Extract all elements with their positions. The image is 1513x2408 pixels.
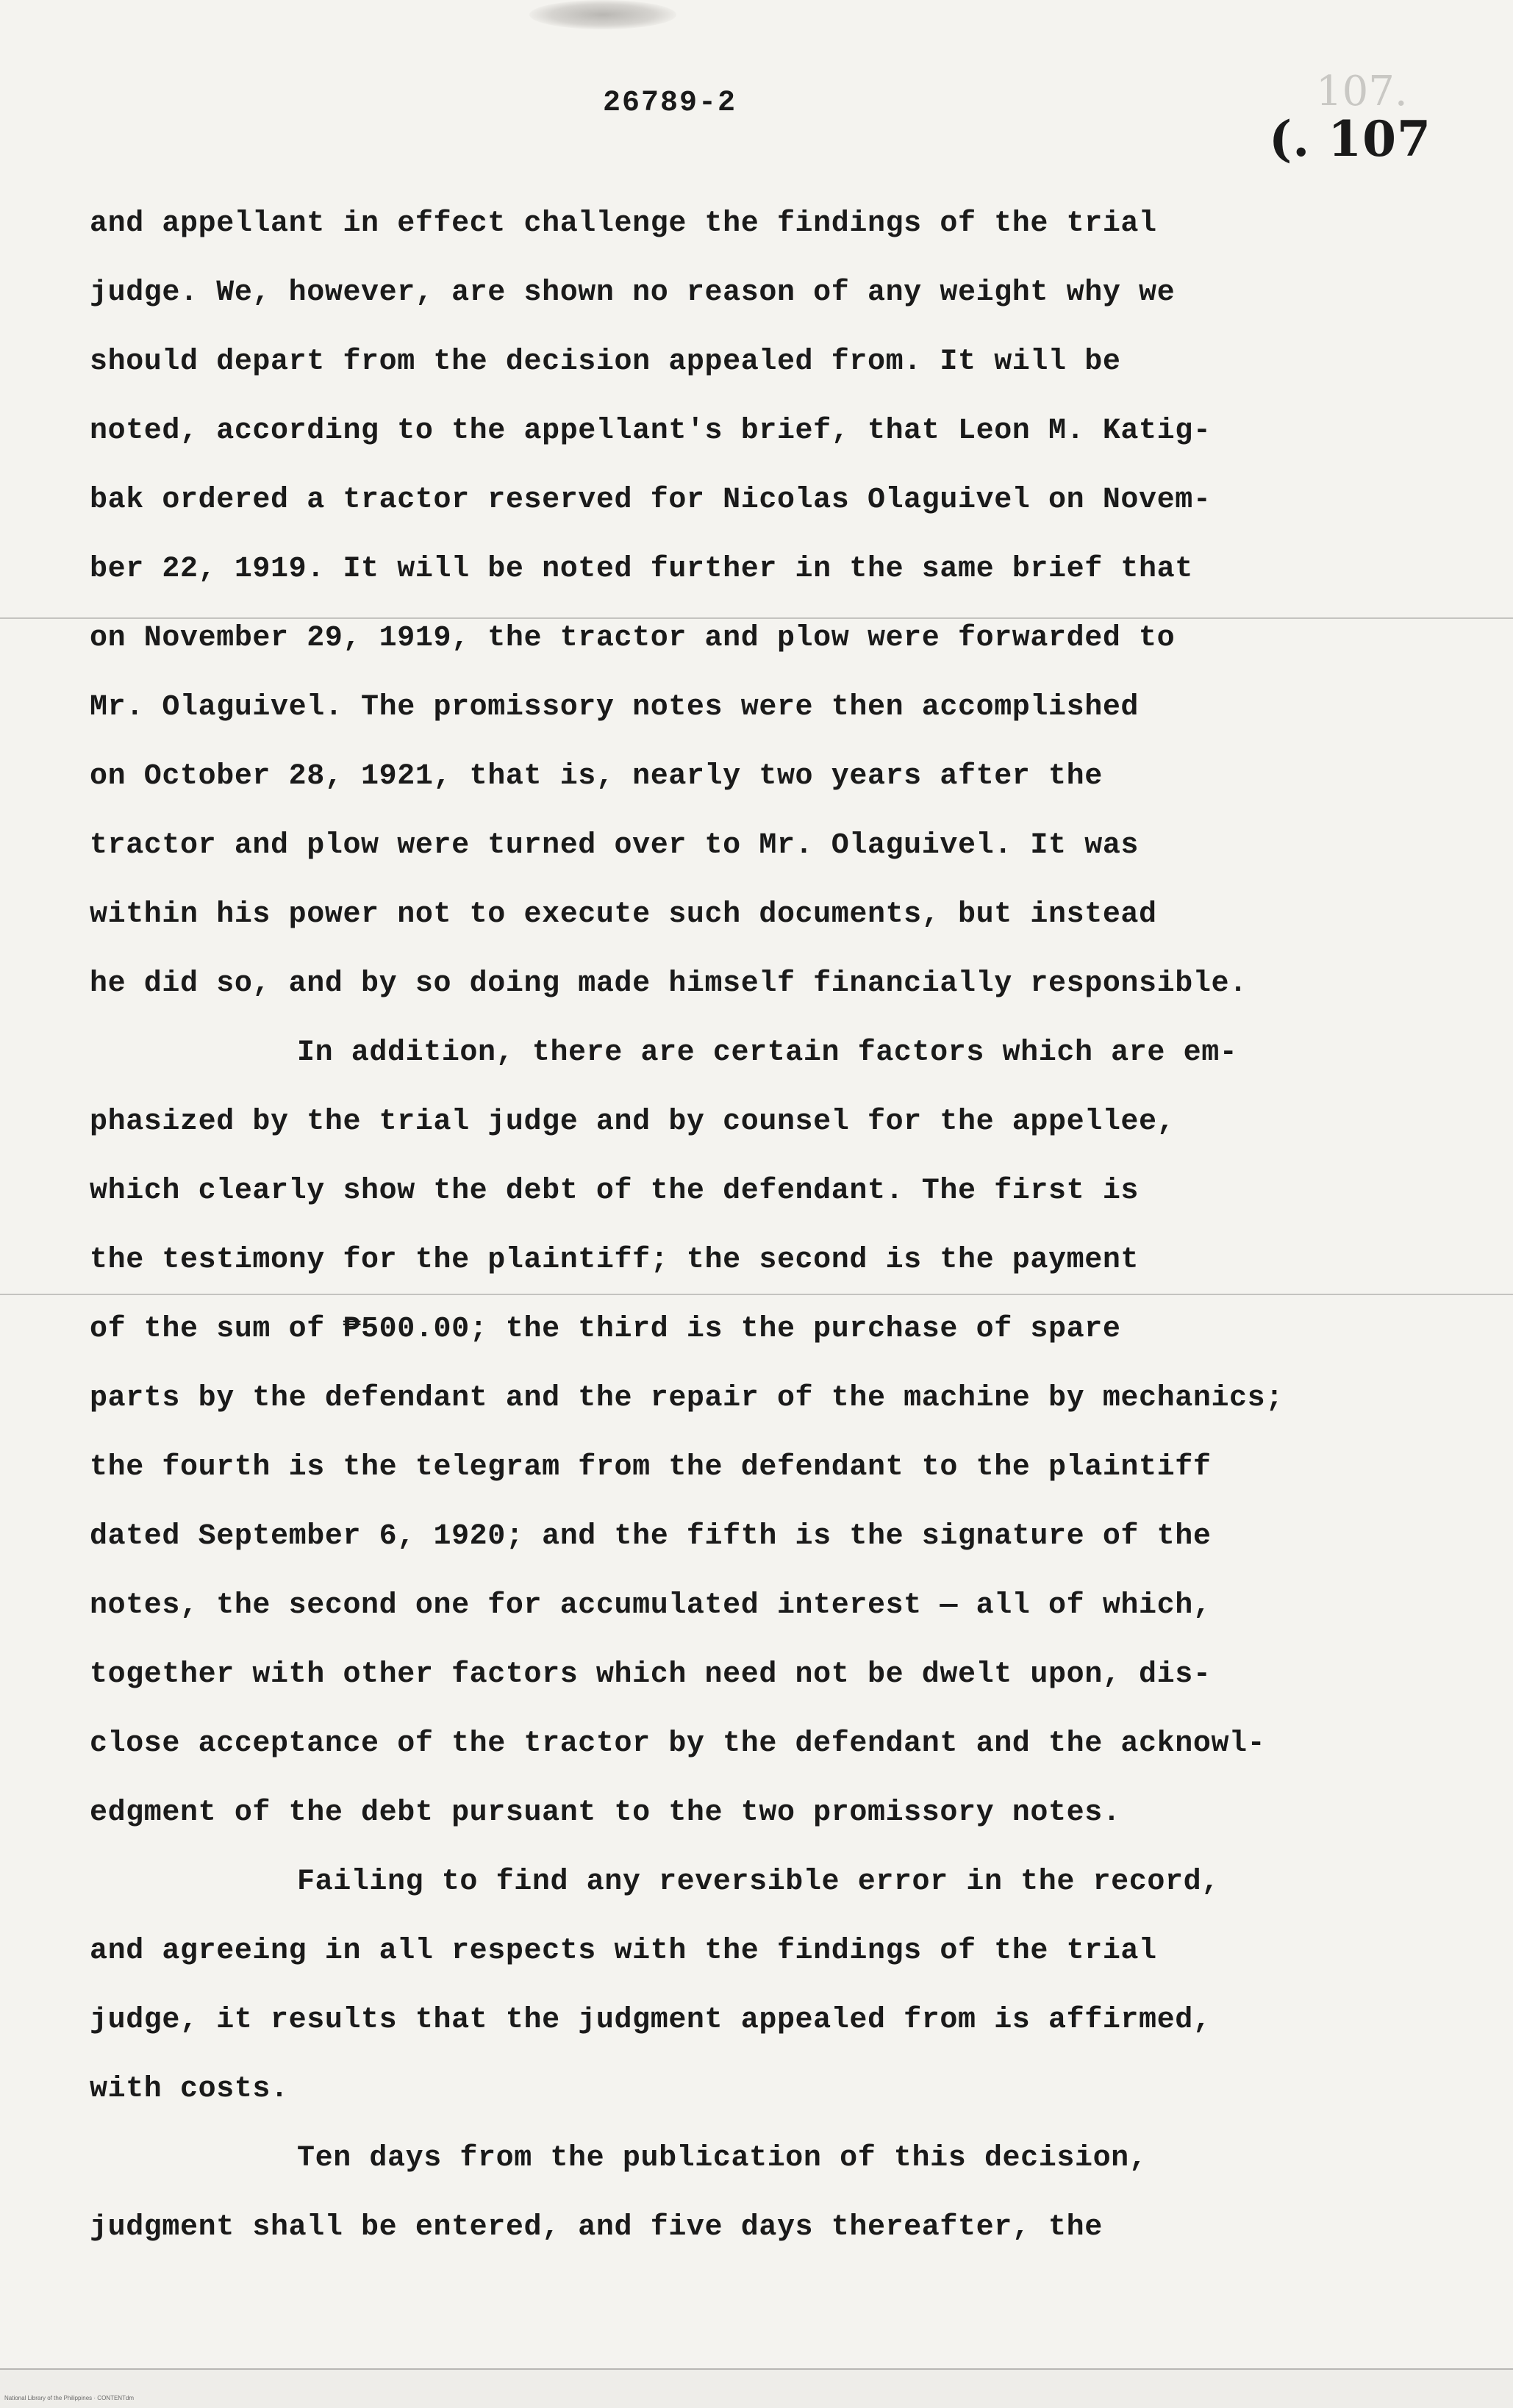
text-line: phasized by the trial judge and by counsel for the appellee, bbox=[90, 1106, 1176, 1139]
text-line: judgment shall be entered, and five days thereafter, the bbox=[90, 2211, 1103, 2244]
text-line: judge, it results that the judgment appealed from is affirmed, bbox=[90, 2004, 1212, 2037]
paragraph bbox=[90, 1019, 1472, 1848]
text-line: on November 29, 1919, the tractor and plow were forwarded to bbox=[90, 622, 1176, 655]
text-line: he did so, and by so doing made himself financially responsible. bbox=[90, 967, 1248, 1000]
text-line: judge. We, however, are shown no reason of any weight why we bbox=[90, 276, 1176, 309]
paragraph bbox=[90, 1848, 1472, 2124]
text-line: with costs. bbox=[90, 2073, 289, 2106]
text-line: Ten days from the publication of this decision, bbox=[297, 2142, 1148, 2175]
folio-ghost-stamp: 107. bbox=[1316, 68, 1408, 115]
text-line: which clearly show the debt of the defendant. The first is bbox=[90, 1175, 1140, 1208]
footer-note: National Library of the Philippines · CONTENTdm bbox=[4, 2395, 135, 2401]
text-line: together with other factors which need not be dwelt upon, dis- bbox=[90, 1658, 1212, 1691]
text-line: of the sum of ₱500.00; the third is the purchase of spare bbox=[90, 1313, 1121, 1346]
text-line: bak ordered a tractor reserved for Nicolas Olaguivel on Novem- bbox=[90, 484, 1212, 517]
ink-smudge bbox=[529, 0, 676, 29]
folio-prefix: (. bbox=[1269, 110, 1311, 168]
text-line: notes, the second one for accumulated interest — all of which, bbox=[90, 1589, 1212, 1622]
text-line: dated September 6, 1920; and the fifth is the signature of the bbox=[90, 1520, 1212, 1553]
text-line: the fourth is the telegram from the defendant to the plaintiff bbox=[90, 1451, 1212, 1484]
text-line: within his power not to execute such documents, but instead bbox=[90, 898, 1157, 931]
text-line: Failing to find any reversible error in the record, bbox=[297, 1866, 1220, 1899]
paragraph bbox=[90, 2124, 1472, 2262]
text-line: edgment of the debt pursuant to the two promissory notes. bbox=[90, 1796, 1121, 1830]
folio-value: 107 bbox=[1328, 110, 1431, 168]
text-line: Mr. Olaguivel. The promissory notes were then accomplished bbox=[90, 691, 1140, 724]
text-line: on October 28, 1921, that is, nearly two years after the bbox=[90, 760, 1103, 793]
folio-number bbox=[1269, 110, 1431, 168]
text-line: tractor and plow were turned over to Mr. Olaguivel. It was bbox=[90, 829, 1140, 862]
text-line: noted, according to the appellant's brief, that Leon M. Katig- bbox=[90, 415, 1212, 448]
text-line: In addition, there are certain factors which are em- bbox=[297, 1036, 1238, 1069]
text-line: should depart from the decision appealed from. It will be bbox=[90, 345, 1121, 379]
paragraph bbox=[90, 190, 1472, 1019]
text-line: the testimony for the plaintiff; the second is the payment bbox=[90, 1244, 1140, 1277]
text-line: and appellant in effect challenge the findings of the trial bbox=[90, 207, 1157, 240]
text-line: parts by the defendant and the repair of the machine by mechanics; bbox=[90, 1382, 1284, 1415]
footer-strip bbox=[0, 2368, 1513, 2408]
text-line: ber 22, 1919. It will be noted further in the same brief that bbox=[90, 553, 1193, 586]
text-line: and agreeing in all respects with the findings of the trial bbox=[90, 1935, 1157, 1968]
text-line: close acceptance of the tractor by the defendant and the acknowl- bbox=[90, 1727, 1266, 1760]
case-number: 26789-2 bbox=[603, 87, 737, 120]
decision-body-text bbox=[90, 190, 1472, 2262]
